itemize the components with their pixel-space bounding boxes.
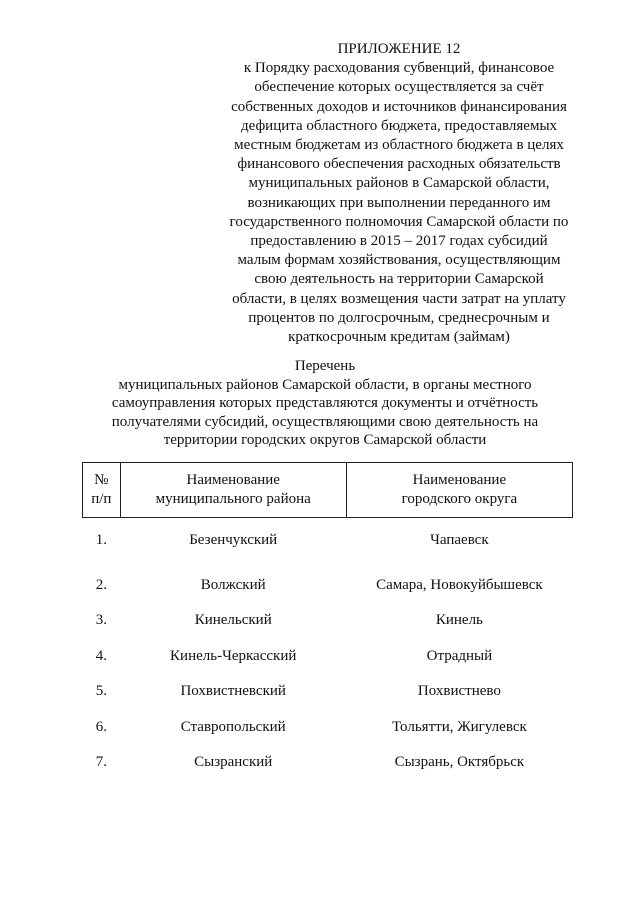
header-district <box>120 463 346 518</box>
list-title-line: самоуправления которых представляются документы и отчётность <box>111 395 539 412</box>
appendix-line: муниципальных районов в Самарской области, <box>248 175 550 192</box>
districts-table <box>82 462 573 781</box>
header-number-line: п/п <box>91 491 112 507</box>
row-number: 7. <box>95 754 107 771</box>
row-number: 3. <box>95 612 107 629</box>
row-city: Кинель <box>435 612 483 629</box>
row-district: Безенчукский <box>189 532 278 548</box>
header-city-line: Наименование <box>412 472 507 488</box>
header-city-line: городского округа <box>401 491 518 507</box>
row-city: Самара, Новокуйбышевск <box>376 576 543 593</box>
list-heading: Перечень <box>294 358 356 374</box>
appendix-line: дефицита областного бюджета, предоставляемых <box>240 117 558 134</box>
header-number-line: № <box>94 472 109 488</box>
appendix-line: финансового обеспечения расходных обязательств <box>237 156 561 173</box>
table-row <box>83 710 573 746</box>
table-row <box>83 518 573 568</box>
appendix-line: свою деятельность на территории Самарской <box>254 271 544 288</box>
row-city: Тольятти, Жигулевск <box>392 718 527 735</box>
header-city <box>346 463 572 518</box>
row-number: 4. <box>95 647 107 664</box>
list-title-line: территории городских округов Самарской области <box>163 432 487 449</box>
row-district: Кинель-Черкасский <box>170 647 297 664</box>
row-district: Ставропольский <box>180 718 286 735</box>
row-number: 1. <box>95 532 107 548</box>
header-district-line: Наименование <box>186 472 280 488</box>
table-row <box>83 745 573 781</box>
appendix-line: к Порядку расходования субвенций, финансовое <box>243 60 555 77</box>
appendix-line: местным бюджетам из областного бюджета в целях <box>234 137 564 154</box>
table-row <box>83 674 573 710</box>
row-city: Сызрань, Октябрьск <box>394 754 525 771</box>
row-number: 2. <box>95 576 107 593</box>
table-header-row <box>83 463 573 518</box>
row-city: Чапаевск <box>430 532 489 548</box>
appendix-line: государственного полномочия Самарской области по <box>229 213 569 230</box>
appendix-block <box>215 40 583 347</box>
list-title-block <box>90 357 560 450</box>
row-number: 6. <box>95 718 107 735</box>
row-number: 5. <box>95 683 107 700</box>
list-title-line: муниципальных районов Самарской области, в органы местного <box>118 376 532 393</box>
appendix-line: собственных доходов и источников финансирования <box>231 98 567 115</box>
appendix-line: процентов по долгосрочным, среднесрочным и <box>248 309 550 326</box>
row-district: Похвистневский <box>180 683 286 700</box>
table-row <box>83 568 573 604</box>
appendix-line: предоставлению в 2015 – 2017 годах субсидий <box>250 233 548 250</box>
row-district: Волжский <box>200 576 266 593</box>
appendix-line: возникающих при выполнении переданного им <box>247 194 551 211</box>
header-number <box>83 463 121 518</box>
table-row <box>83 603 573 639</box>
row-district: Сызранский <box>194 754 273 771</box>
row-city: Отрадный <box>426 647 493 664</box>
appendix-line: краткосрочным кредитам (займам) <box>288 329 510 346</box>
table-row <box>83 639 573 675</box>
row-city: Похвистнево <box>417 683 501 700</box>
appendix-line: малым формам хозяйствования, осуществляющим <box>237 252 561 269</box>
header-district-line: муниципального района <box>155 491 311 507</box>
appendix-line: обеспечение которых осуществляется за счёт <box>254 79 544 96</box>
list-title-line: получателями субсидий, осуществляющими свою деятельность на <box>111 413 539 430</box>
appendix-title: ПРИЛОЖЕНИЕ 12 <box>337 41 461 57</box>
row-district: Кинельский <box>194 612 272 629</box>
appendix-line: области, в целях возмещения части затрат на уплату <box>232 290 566 307</box>
